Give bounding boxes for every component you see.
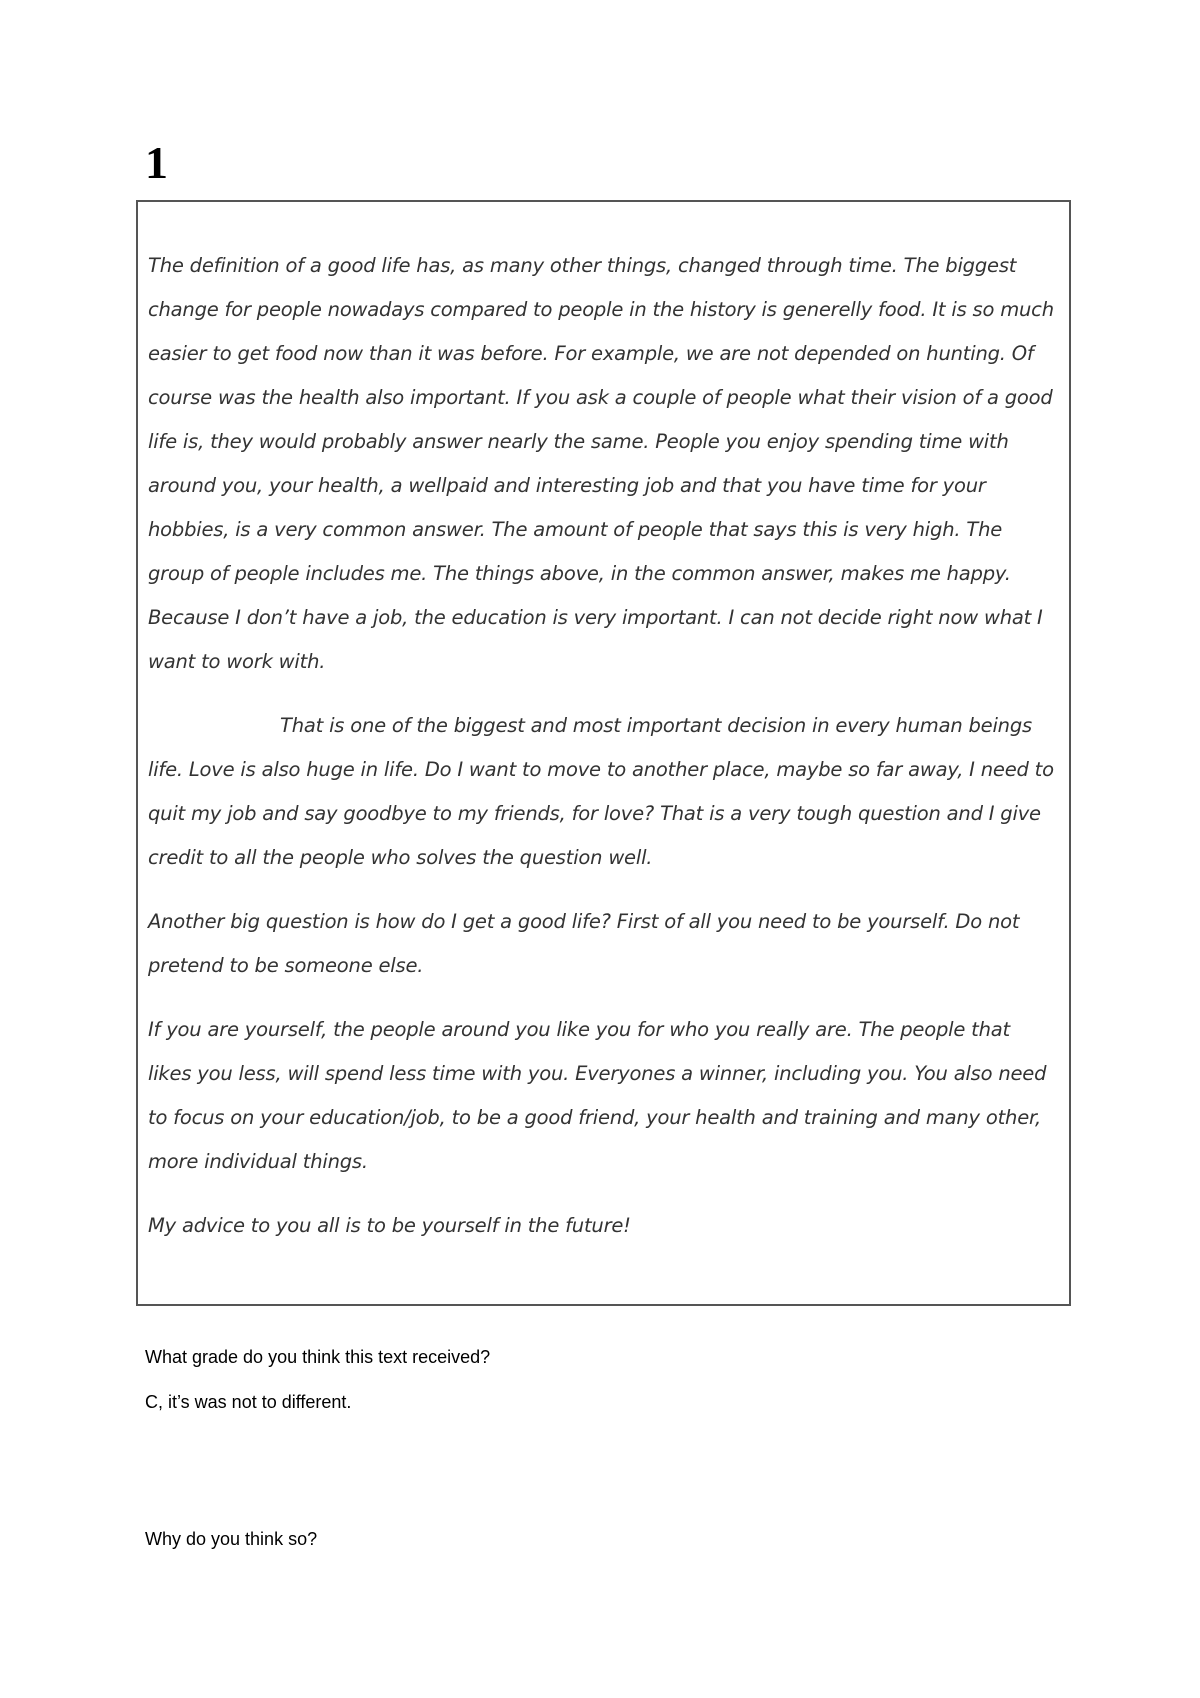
essay-paragraph-4: If you are yourself, the people around you like you for who you really are. The people that likes you less, will spend less time with you. Everyones a winner, including you. You also need to focus on your education/job, to be a good friend, your health and training and many other, more individual things. xyxy=(148,1018,1047,1173)
grade-question: What grade do you think this text received? xyxy=(145,1347,491,1367)
essay-paragraph-1: The definition of a good life has, as many other things, changed through time. The biggest change for people nowadays compared to people in the history is generelly food. It is so much easier to get food now than it was before. For example, we are not depended on hunting. Of course was the health also important. If you ask a couple of people what their vision of a good life is, they would probably answer nearly the same. People you enjoy spending time with around you, your health, a wellpaid and interesting job and that you have time for your hobbies, is a very common answer. The amount of people that says this is very high. The group of people includes me. The things above, in the common answer, makes me happy. Because I don’t have a job, the education is very important. I can not decide right now what I want to work with. xyxy=(148,254,1054,673)
page-number: 1 xyxy=(145,137,168,188)
grade-answer: C, it’s was not to different. xyxy=(145,1392,352,1412)
reason-question: Why do you think so? xyxy=(145,1529,318,1549)
essay-paragraph-5: My advice to you all is to be yourself in the future! xyxy=(148,1214,631,1237)
essay-paragraph-2: That is one of the biggest and most important decision in every human beings life. Love is also huge in life. Do I want to move to another place, maybe so far away, I need to quit my job and say goodbye to my friends, for love? That is a very tough question and I give credit to all the people who solves the question well. xyxy=(148,714,1054,869)
essay-paragraph-3: Another big question is how do I get a good life? First of all you need to be yourself. Do not pretend to be someone else. xyxy=(148,910,1020,977)
essay-text-box xyxy=(136,200,1071,1306)
